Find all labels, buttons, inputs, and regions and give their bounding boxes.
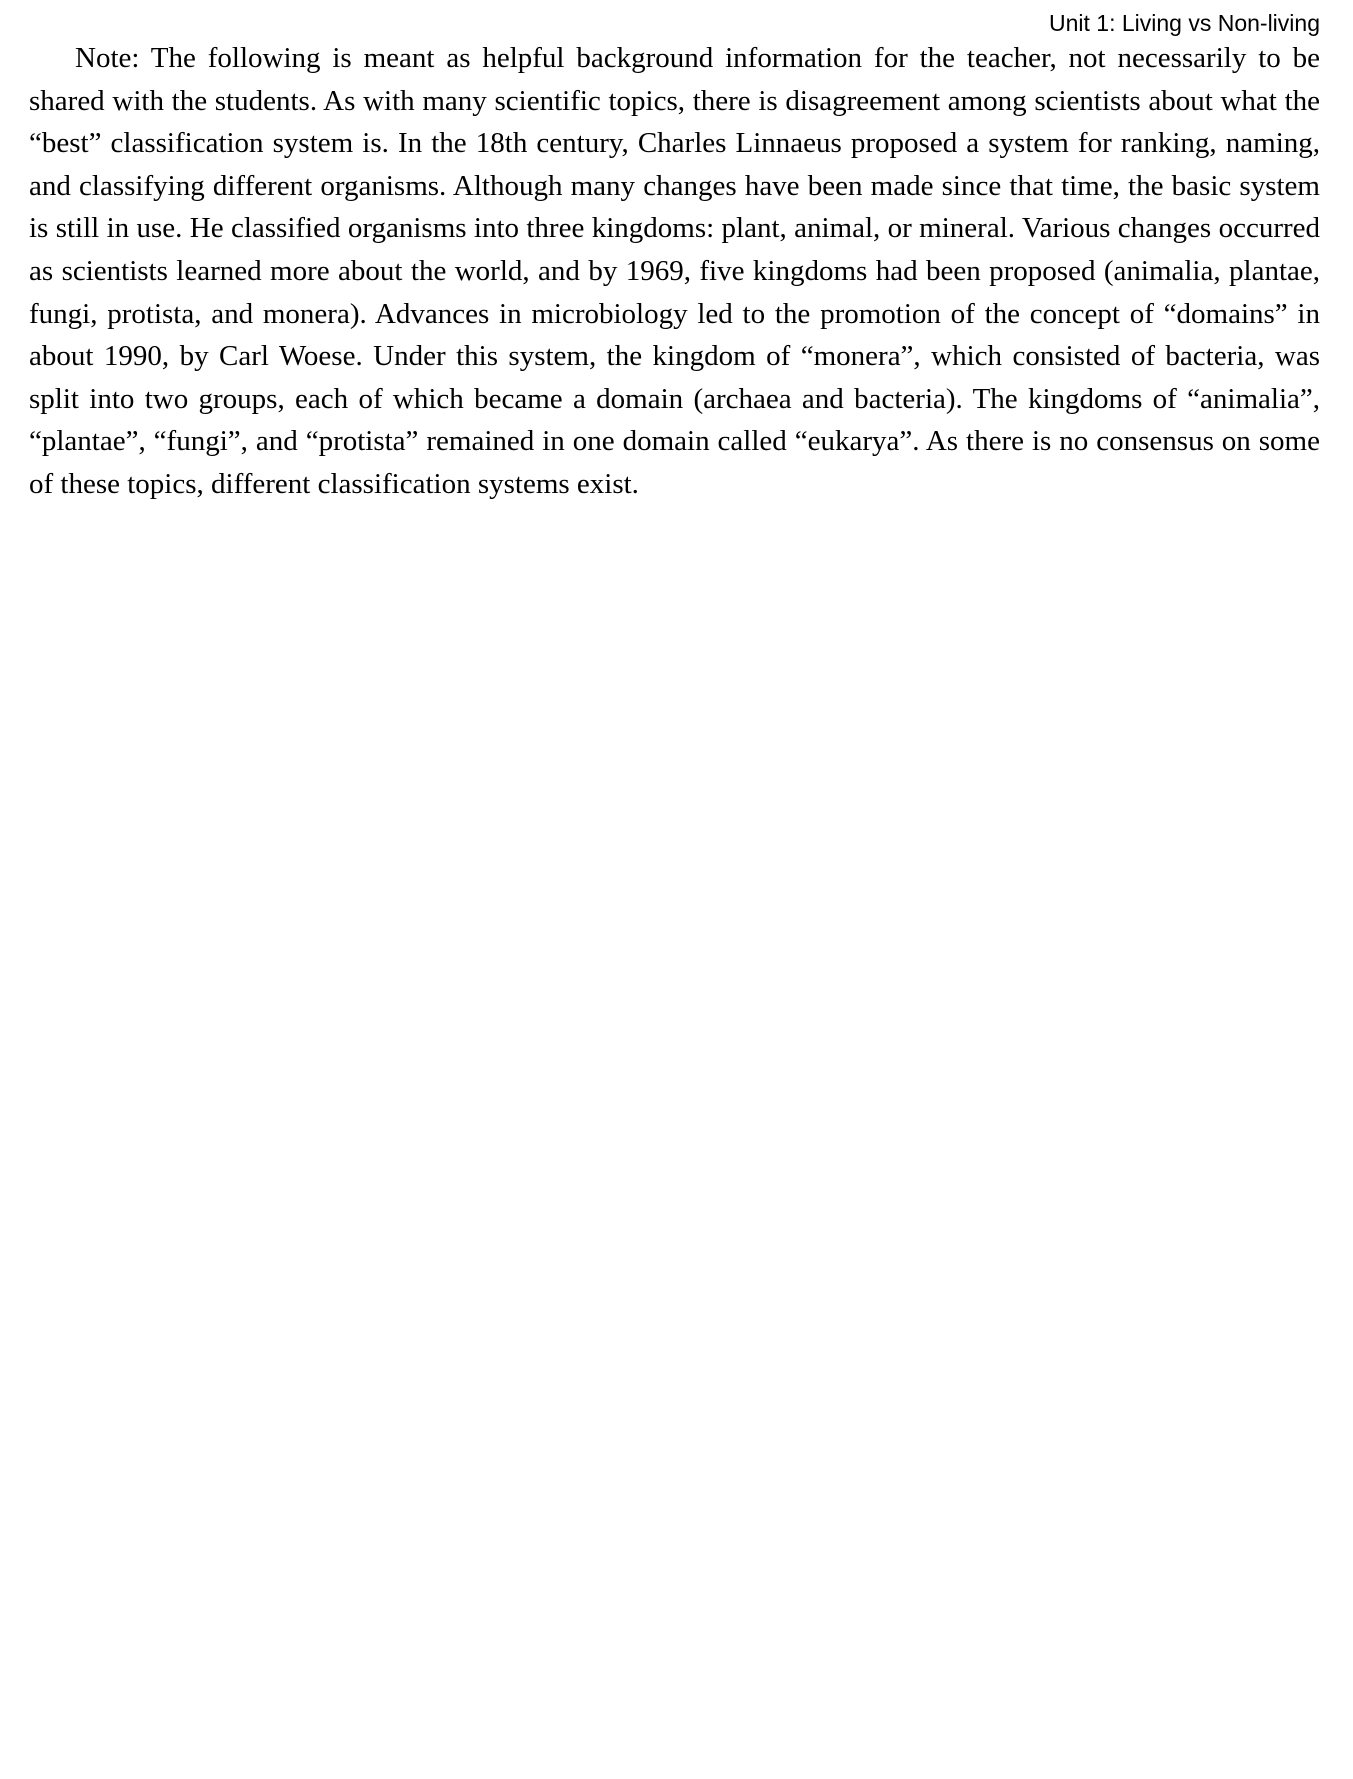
unit-header: Unit 1: Living vs Non-living <box>1048 10 1320 36</box>
background-note-paragraph: Note: The following is meant as helpful background information for the teacher, not necessarily to be shared with the students. As with many scientific topics, there is disagreement among scientists about what the “best” classification system is. In the 18th century, Charles Linnaeus proposed a system for ranking, naming, and classifying different organisms. Although many changes have been made since that time, the basic system is still in use. He classified organisms into three kingdoms: plant, animal, or mineral. Various changes occurred as scientists learned more about the world, and by 1969, five kingdoms had been proposed (animalia, plantae, fungi, protista, and monera). Advances in microbiology led to the promotion of the concept of “domains” in about 1990, by Carl Woese. Under this system, the kingdom of “monera”, which consisted of bacteria, was split into two groups, each of which became a domain (archaea and bacteria). The kingdoms of “animalia”, “plantae”, “fungi”, and “protista” remained in one domain called “eukarya”. As there is no consensus on some of these topics, different classification systems exist. <box>29 42 1320 500</box>
document-page <box>29 0 1320 506</box>
